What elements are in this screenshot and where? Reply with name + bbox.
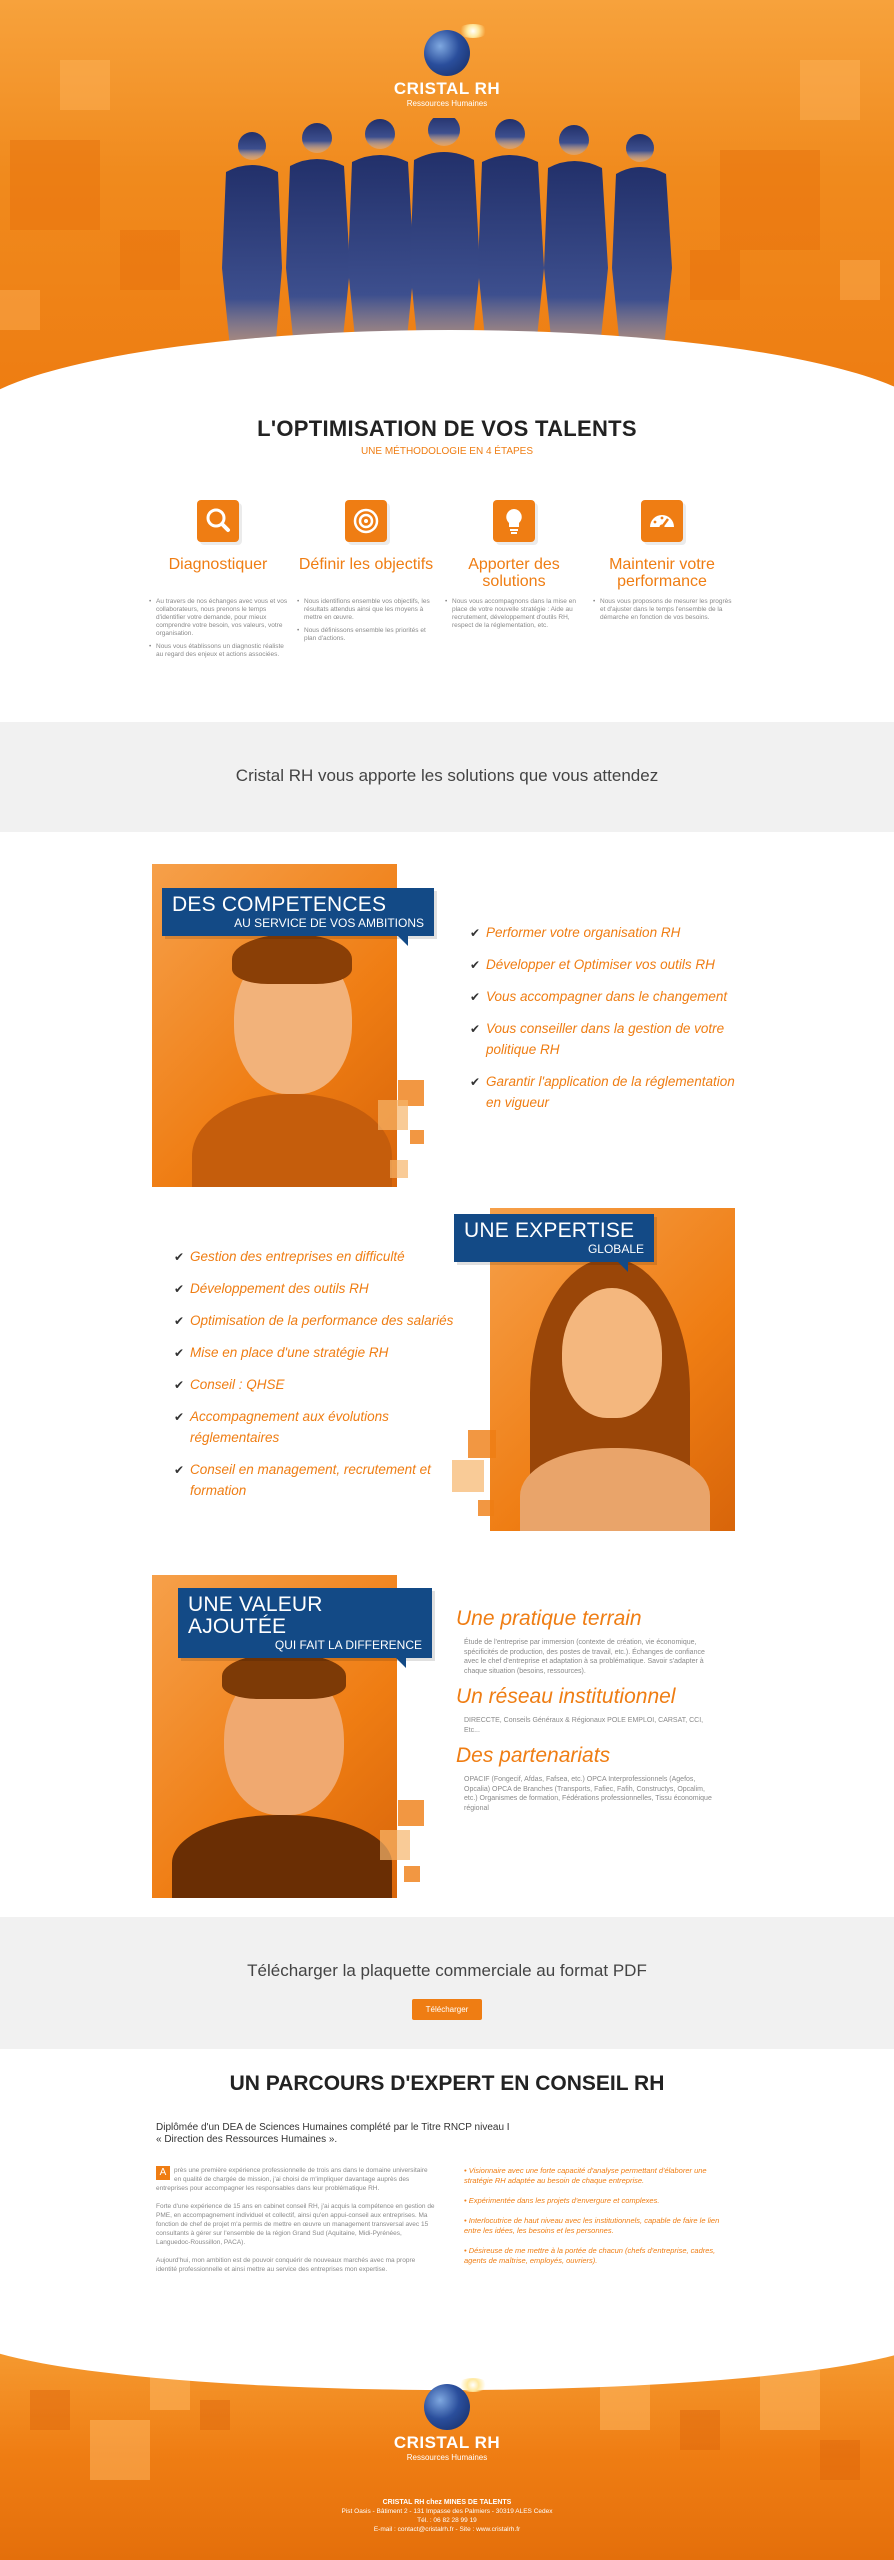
strength-item: • Visionnaire avec une forte capacité d'analyse permettant d'élaborer une stratégie RH adaptée au besoin de chaque entreprise.	[464, 2166, 707, 2185]
decor-square	[200, 2400, 230, 2430]
brand-logo[interactable]	[372, 30, 522, 108]
methodology-title: L'OPTIMISATION DE VOS TALENTS	[257, 416, 637, 441]
list-item: ✔ Vous accompagner dans le changement	[470, 986, 750, 1007]
man-hair	[232, 934, 352, 984]
parcours-intro-line: Diplômée d'un DEA de Sciences Humaines complété par le Titre RNCP niveau I	[156, 2122, 510, 2133]
decor-square	[90, 2420, 150, 2480]
step-bullet: • Nous vous établissons un diagnostic réaliste au regard des enjeux et actions associées.	[156, 643, 288, 659]
decor-square	[404, 1866, 420, 1882]
check-icon: ✔	[174, 1346, 185, 1360]
valeur-block-text: DIRECCTE, Conseils Généraux & Régionaux POLE EMPLOI, CARSAT, CCI, Etc...	[464, 1717, 704, 1734]
footer-company: CRISTAL RH chez MINES DE TALENTS	[382, 2499, 512, 2506]
bio-paragraph: A près une première expérience professionnelle de trois ans dans le domaine universitaire en qualité de chargée de mission, j'ai choisi de m'impliquer davantage auprès des entreprises pour accompagner les responsables dans leur problématique RH.	[156, 2167, 428, 2192]
decor-square	[10, 140, 100, 230]
list-item: ✔ Garantir l'application de la réglementation en vigueur	[470, 1074, 735, 1110]
parcours-intro-line: « Direction des Ressources Humaines ».	[156, 2134, 338, 2145]
hero-banner	[0, 0, 894, 390]
decor-square	[680, 2410, 720, 2450]
logo-name: CRISTAL RH	[393, 79, 501, 98]
list-item: ✔ Développer et Optimiser vos outils RH	[470, 954, 750, 975]
footer-email[interactable]: E-mail : contact@cristalrh.fr - Site : www.cristalrh.fr	[373, 2526, 521, 2533]
parcours-title: UN PARCOURS D'EXPERT EN CONSEIL RH	[229, 2072, 665, 2095]
footer-phone[interactable]: Tél. : 06 82 28 99 19	[417, 2517, 477, 2524]
expertise-list	[174, 1246, 454, 1512]
step-maintenir-performance	[592, 500, 732, 627]
step-description	[296, 598, 436, 643]
list-item: ✔ Conseil en management, recrutement et formation	[174, 1462, 431, 1498]
download-banner	[0, 1917, 894, 2049]
valeur-block-title: Un réseau institutionnel	[456, 1685, 676, 1708]
check-icon: ✔	[174, 1314, 185, 1328]
footer-contact	[0, 2498, 894, 2534]
bio-paragraph: Forte d'une expérience de 15 ans en cabinet conseil RH, j'ai acquis la compétence en gestion de PME, en accompagnement individuel et collectif, ainsi qu'en appui-conseil aux entreprises. Ma fonction de chef de projet m'a permis de mettre en œuvre un management transversal avec 15 consultants à gérer sur l'ensemble de la région Grand Sud (Aquitaine, Midi-Pyrénées, Languedoc-Roussillon, PACA).	[156, 2203, 435, 2246]
valeur-block-text: Étude de l'entreprise par immersion (contexte de création, vie économique, spécificités de production, des postes de travail, etc.). Échanges de confiance avec le chef d'entreprise et adaptation à sa problématique. Savoir s'adapter à chaque situation (besoins, ressources).	[464, 1639, 705, 1675]
footer-logo[interactable]	[372, 2384, 522, 2462]
decor-square	[800, 60, 860, 120]
step-bullet: • Au travers de nos échanges avec vous et vos collaborateurs, nous prenons le temps d'identifier votre demande, pour mieux comprendre votre besoin, vos valeurs, votre organisation.	[156, 598, 288, 638]
bio-paragraph: Aujourd'hui, mon ambition est de pouvoir conquérir de nouveaux marchés avec ma propre identité professionnelle et ainsi mettre au service des entreprises mon expertise.	[156, 2257, 416, 2273]
check-icon: ✔	[470, 990, 481, 1004]
man-hair	[222, 1653, 346, 1699]
decor-square	[380, 1830, 410, 1860]
strength-item: • Interlocutrice de haut niveau avec les institutionnels, capable de faire le lien entre les idées, les besoins et les personnes.	[464, 2216, 720, 2235]
check-icon: ✔	[174, 1410, 185, 1424]
decor-square	[410, 1130, 424, 1144]
check-icon: ✔	[174, 1250, 185, 1264]
expertise-bubble	[454, 1214, 654, 1262]
step-title: Apporter des solutions	[468, 556, 560, 590]
list-item: ✔ Performer votre organisation RH	[470, 922, 750, 943]
step-description	[444, 598, 584, 630]
decor-square	[820, 2440, 860, 2480]
step-diagnostiquer	[148, 500, 288, 664]
bubble-title: UNE VALEUR AJOUTÉE	[188, 1593, 323, 1638]
footer	[0, 2350, 894, 2560]
strength-item: • Désireuse de me mettre à la portée de chacun (chefs d'entreprise, cadres, agents de maîtrise, employés, ouvriers).	[464, 2246, 716, 2265]
valeur-block-text: OPACIF (Fongecif, Afdas, Fafsea, etc.) OPCA Interprofessionnels (Agefos, Opcalia) OPCA de Branches (Transports, Fafiec, Fafih, Constructys, Opcalim, etc.) Organismes de formation, Fédérations professionnelles, Tissu économique régional	[464, 1776, 712, 1812]
bubble-subtitle: AU SERVICE DE VOS AMBITIONS	[234, 916, 424, 930]
step-title: Maintenir votre performance	[609, 556, 715, 590]
globe-icon	[424, 2384, 470, 2430]
step-apporter-solutions	[444, 500, 584, 635]
magnifier-icon	[197, 500, 239, 542]
solutions-banner	[0, 722, 894, 832]
check-icon: ✔	[470, 1075, 481, 1089]
footer-address: Pist Oasis - Bâtiment 2 - 131 Impasse des Palmiers - 30319 ALES Cedex	[341, 2508, 553, 2515]
decor-square	[120, 230, 180, 290]
check-icon: ✔	[174, 1463, 185, 1477]
bubble-title: DES COMPETENCES	[172, 893, 387, 916]
step-bullet: • Nous définissons ensemble les priorités et plan d'actions.	[304, 627, 436, 643]
list-item: ✔ Vous conseiller dans la gestion de votre politique RH	[470, 1021, 725, 1057]
bubble-subtitle: QUI FAIT LA DIFFERENCE	[274, 1638, 422, 1652]
gauge-icon	[641, 500, 683, 542]
decor-square	[60, 60, 110, 110]
list-item: ✔ Gestion des entreprises en difficulté	[174, 1246, 454, 1267]
valeur-block-title: Une pratique terrain	[456, 1607, 642, 1630]
list-item: ✔ Conseil : QHSE	[174, 1374, 454, 1395]
lightbulb-icon	[493, 500, 535, 542]
download-banner-text: Télécharger la plaquette commerciale au format PDF	[247, 1961, 647, 1980]
check-icon: ✔	[470, 926, 481, 940]
list-item: ✔ Développement des outils RH	[174, 1278, 454, 1299]
check-icon: ✔	[470, 958, 481, 972]
step-bullet: • Nous identifions ensemble vos objectifs, les résultats attendus ainsi que les moyens à mettre en œuvre.	[304, 598, 436, 622]
decor-square	[468, 1430, 496, 1458]
check-icon: ✔	[174, 1378, 185, 1392]
decor-square	[0, 290, 40, 330]
step-bullet: • Nous vous accompagnons dans la mise en place de votre nouvelle stratégie : Aide au recrutement, développement d'outils RH, respect de la réglementation, etc.	[452, 598, 584, 630]
decor-square	[840, 260, 880, 300]
logo-tagline: Ressources Humaines	[406, 99, 488, 108]
target-icon	[345, 500, 387, 542]
decor-square	[600, 2380, 650, 2430]
list-item: ✔ Optimisation de la performance des salariés	[174, 1310, 454, 1331]
valeur-bubble	[178, 1588, 432, 1658]
list-item: ✔ Mise en place d'une stratégie RH	[174, 1342, 454, 1363]
decor-square	[690, 250, 740, 300]
solutions-banner-text: Cristal RH vous apporte les solutions que vous attendez	[235, 766, 659, 785]
woman-shoulders	[520, 1448, 710, 1531]
parcours-biography	[156, 2166, 436, 2283]
competences-bubble	[162, 888, 434, 936]
strength-item: • Expérimentée dans les projets d'envergure et complexes.	[464, 2196, 660, 2205]
footer-logo-tagline: Ressources Humaines	[406, 2453, 488, 2462]
hero-wave	[0, 330, 894, 390]
decor-square	[398, 1800, 424, 1826]
dropcap: A	[156, 2166, 170, 2180]
man-shoulders	[192, 1094, 392, 1187]
decor-square	[452, 1460, 484, 1492]
step-title: Diagnostiquer	[168, 556, 268, 573]
decor-square	[30, 2390, 70, 2430]
parcours-intro	[156, 2122, 596, 2146]
bubble-subtitle: GLOBALE	[587, 1242, 644, 1256]
step-description	[592, 598, 732, 622]
footer-logo-name: CRISTAL RH	[393, 2433, 501, 2452]
globe-icon	[424, 30, 470, 76]
decor-square	[478, 1500, 494, 1516]
bubble-title: UNE EXPERTISE	[464, 1219, 635, 1242]
methodology-subtitle: UNE MÉTHODOLOGIE EN 4 ÉTAPES	[360, 446, 534, 457]
decor-square	[390, 1160, 408, 1178]
step-bullet: • Nous vous proposons de mesurer les progrès et d'ajuster dans le temps l'ensemble de la démarche en fonction de vos besoins.	[600, 598, 732, 622]
methodology-steps	[148, 500, 748, 690]
valeur-block-title: Des partenariats	[456, 1744, 611, 1767]
check-icon: ✔	[470, 1022, 481, 1036]
step-title: Définir les objectifs	[298, 556, 434, 573]
decor-square	[720, 150, 820, 250]
step-description	[148, 598, 288, 659]
decor-square	[760, 2370, 820, 2430]
woman-face	[562, 1288, 662, 1418]
man-suit	[172, 1815, 392, 1898]
valeur-details	[456, 1602, 716, 1821]
list-item: ✔ Accompagnement aux évolutions réglementaires	[174, 1409, 389, 1445]
check-icon: ✔	[174, 1282, 185, 1296]
parcours-strengths	[464, 2166, 734, 2276]
step-definir-objectifs	[296, 500, 436, 648]
download-button[interactable]: Télécharger	[412, 1999, 483, 2020]
decor-square	[378, 1100, 408, 1130]
competences-list	[470, 922, 750, 1124]
